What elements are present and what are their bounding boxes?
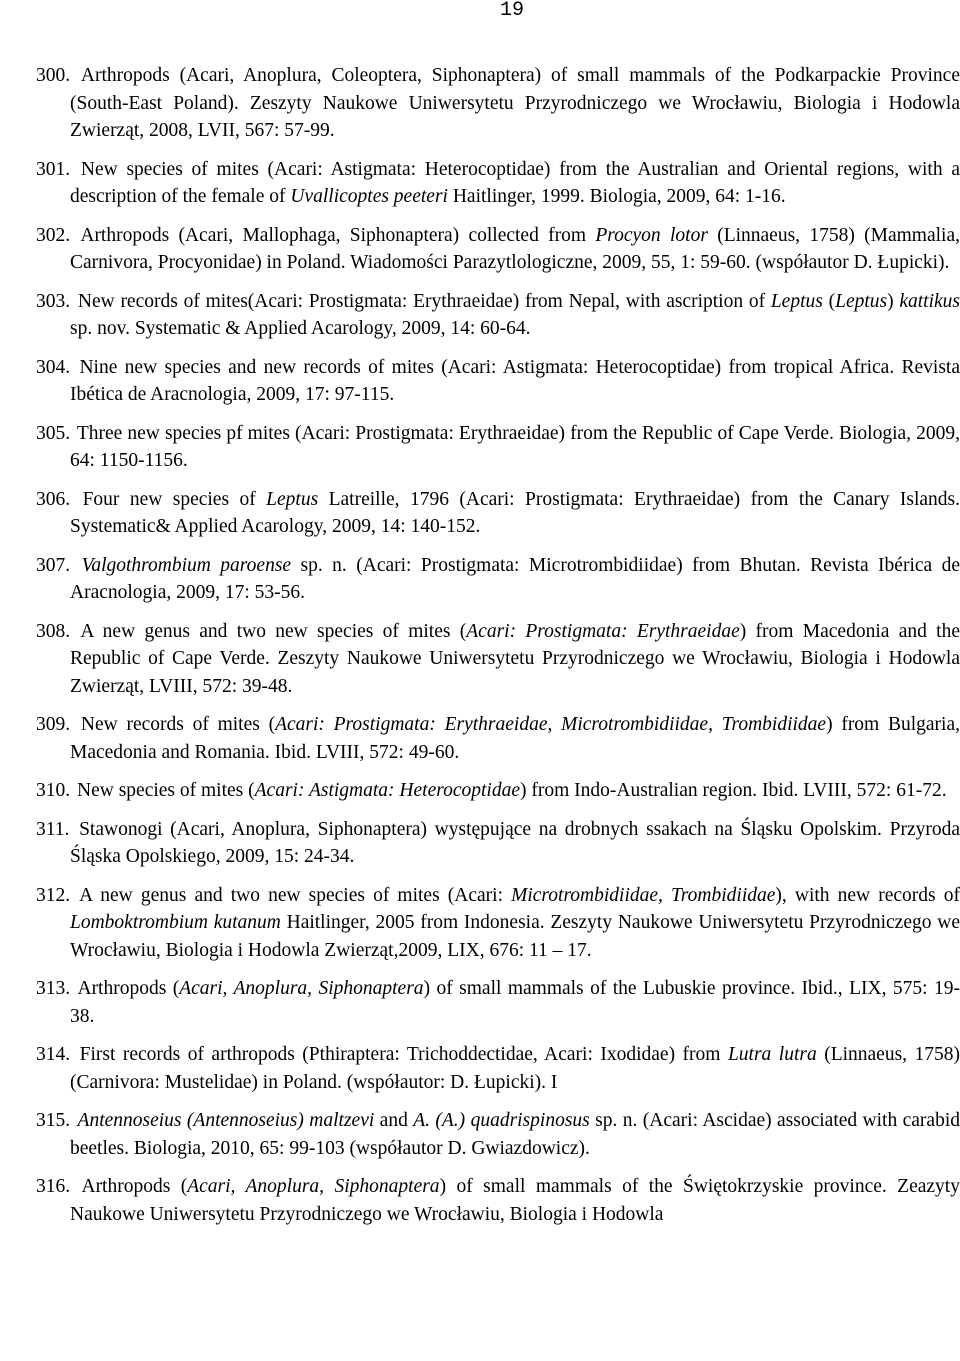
reference-text: Haitlinger, 1999. Biologia, 2009, 64: 1-16.	[447, 186, 786, 207]
reference-text: Arthropods (Acari, Mallophaga, Siphonaptera) collected from	[80, 224, 596, 246]
reference-number: 316.	[36, 1176, 71, 1197]
italic-taxon-text: Leptus	[770, 290, 823, 312]
reference-text: ) of small mammals of the Świętokrzyskie province. Zeazyty Naukowe Uniwersytetu Przyrodniczego we Wrocławiu, Biologia i Hodowla	[70, 1176, 960, 1225]
reference-text: Arthropods (	[81, 1176, 188, 1197]
reference-entry	[36, 711, 960, 766]
italic-taxon-text: Lomboktrombium kutanum	[70, 912, 281, 933]
reference-entry	[36, 816, 960, 871]
reference-number: 301.	[36, 158, 71, 180]
reference-text: A new genus and two new species of mites (	[80, 620, 467, 642]
reference-text: and	[374, 1110, 414, 1131]
reference-text: )	[887, 290, 900, 312]
reference-text: A new genus and two new species of mites (Acari:	[79, 884, 512, 906]
reference-text: ) from Macedonia and the Republic of Cape Verde. Zeszyty Naukowe Uniwersytetu Przyrodniczego we Wrocławiu, Biologia i Hodowla Zwierząt, LVIII, 572: 39-48.	[70, 620, 960, 697]
reference-entry	[36, 486, 960, 541]
italic-taxon-text: Acari: Astigmata: Heterocoptidae	[254, 780, 520, 801]
reference-entry	[36, 222, 960, 277]
reference-text: (Linnaeus, 1758) (Carnivora: Mustelidae) in Poland. (współautor: D. Łupicki). I	[70, 1044, 960, 1093]
reference-text: Arthropods (Acari, Anoplura, Coleoptera, Siphonaptera) of small mammals of the Podkarpackie Province (South-East Poland). Zeszyty Naukowe Uniwersytetu Przyrodniczego we Wrocławiu, Biologia i Hodowla Zwierząt, 2008, LVII, 567: 57-99.	[70, 65, 960, 141]
reference-entry	[36, 354, 960, 409]
italic-taxon-text: Acari, Anoplura, Siphonaptera	[187, 1176, 440, 1197]
reference-text: Nine new species and new records of mites (Acari: Astigmata: Heterocoptidae) from tropical Africa. Revista Ibética de Aracnologia, 2009, 17: 97-115.	[70, 356, 960, 405]
reference-number: 309.	[36, 714, 71, 735]
italic-taxon-text: Antennoseius (Antennoseius) maltzevi	[77, 1110, 375, 1131]
reference-number: 308.	[36, 620, 71, 642]
reference-number: 304.	[36, 356, 71, 378]
reference-text: Stawonogi (Acari, Anoplura, Siphonaptera) występujące na drobnych ssakach na Śląsku Opolskim. Przyroda Śląska Opolskiego, 2009, 15: 24-34.	[70, 818, 960, 867]
reference-number: 313.	[36, 978, 71, 999]
italic-taxon-text: Microtrombidiidae, Trombidiidae	[511, 884, 776, 906]
reference-text: New species of mites (	[77, 780, 255, 801]
reference-entry	[36, 156, 960, 211]
reference-text: Four new species of	[82, 488, 267, 510]
reference-text: ) from Bulgaria, Macedonia and Romania. Ibid. LVIII, 572: 49-60.	[70, 714, 960, 763]
reference-entry	[36, 618, 960, 701]
reference-number: 306.	[36, 488, 71, 510]
reference-number: 310.	[36, 780, 71, 801]
reference-text: Haitlinger, 2005 from Indonesia. Zeszyty Naukowe Uniwersytetu Przyrodniczego we Wrocławiu, Biologia i Hodowla Zwierząt,2009, LIX, 676: 11 – 17.	[70, 912, 960, 961]
reference-text: ), with new records of	[775, 884, 960, 906]
reference-text: (Linnaeus, 1758) (Mammalia, Carnivora, Procyonidae) in Poland. Wiadomości Parazytlologiczne, 2009, 55, 1: 59-60. (współautor D. Łupicki).	[70, 224, 960, 273]
reference-text: ) from Indo-Australian region. Ibid. LVIII, 572: 61-72.	[520, 780, 947, 801]
italic-taxon-text: Acari: Prostigmata: Erythraeidae	[466, 620, 740, 642]
page-number: 19	[500, 0, 525, 22]
reference-text: (	[822, 290, 836, 312]
italic-taxon-text: Acari, Anoplura, Siphonaptera	[179, 978, 424, 999]
reference-text: New records of mites(Acari: Prostigmata: Erythraeidae) from Nepal, with ascription of	[77, 290, 771, 312]
reference-entry	[36, 552, 960, 607]
italic-taxon-text: kattikus	[899, 290, 960, 312]
italic-taxon-text: Leptus	[835, 290, 888, 312]
reference-number: 305.	[36, 422, 71, 444]
reference-number: 300.	[36, 65, 71, 86]
reference-entry	[36, 1107, 960, 1162]
reference-text: Three new species pf mites (Acari: Prostigmata: Erythraeidae) from the Republic of Cape Verde. Biologia, 2009, 64: 1150-1156.	[70, 422, 960, 471]
italic-taxon-text: Uvallicoptes peeteri	[290, 186, 448, 207]
italic-taxon-text: Valgothrombium paroense	[81, 554, 292, 576]
reference-entry	[36, 420, 960, 475]
reference-number: 315.	[36, 1110, 71, 1131]
italic-taxon-text: Microtrombidiidae, Trombidiidae	[561, 714, 827, 735]
reference-text: sp. n. (Acari: Prostigmata: Microtrombidiidae) from Bhutan. Revista Ibérica de Aracnologia, 2009, 17: 53-56.	[70, 554, 960, 603]
reference-text: sp. nov. Systematic & Applied Acarology, 2009, 14: 60-64.	[70, 318, 531, 339]
reference-number: 312.	[36, 884, 71, 906]
reference-number: 302.	[36, 224, 71, 246]
reference-entry	[36, 1041, 960, 1096]
reference-entry	[36, 882, 960, 965]
italic-taxon-text: A. (A.) quadrispinosus	[413, 1110, 590, 1131]
italic-taxon-text: Acari: Prostigmata: Erythraeidae	[275, 714, 548, 735]
reference-entry	[36, 1173, 960, 1228]
reference-entry	[36, 288, 960, 343]
reference-text: New species of mites (Acari: Astigmata: Heterocoptidae) from the Australian and Oriental regions, with a description of the female of	[70, 158, 960, 207]
reference-text: Latreille, 1796 (Acari: Prostigmata: Erythraeidae) from the Canary Islands. Systematic& Applied Acarology, 2009, 14: 140-152.	[70, 488, 960, 537]
reference-text: ,	[547, 714, 562, 735]
reference-number: 307.	[36, 554, 71, 576]
reference-entry	[36, 777, 960, 805]
reference-list	[36, 62, 960, 1239]
reference-text: New records of mites (	[80, 714, 276, 735]
reference-text: ) of small mammals of the Lubuskie province. Ibid., LIX, 575: 19-38.	[70, 978, 960, 1027]
reference-text: First records of arthropods (Pthiraptera: Trichoddectidae, Acari: Ixodidae) from	[79, 1044, 728, 1065]
reference-number: 311.	[36, 818, 70, 840]
reference-entry	[36, 62, 960, 145]
reference-number: 314.	[36, 1044, 71, 1065]
reference-text: Arthropods (	[77, 978, 180, 999]
reference-text: sp. n. (Acari: Ascidae) associated with carabid beetles. Biologia, 2010, 65: 99-103 (współautor D. Gwiazdowicz).	[70, 1110, 960, 1159]
italic-taxon-text: Lutra lutra	[727, 1044, 817, 1065]
italic-taxon-text: Procyon lotor	[595, 224, 708, 246]
reference-entry	[36, 975, 960, 1030]
reference-number: 303.	[36, 290, 71, 312]
italic-taxon-text: Leptus	[266, 488, 319, 510]
